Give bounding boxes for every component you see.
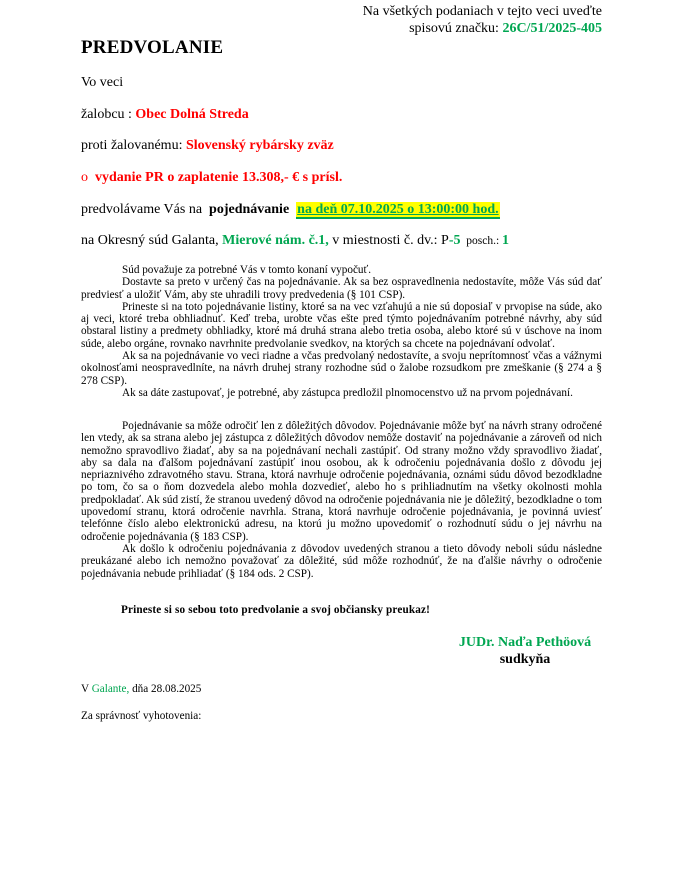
place-date — [81, 683, 201, 696]
paragraph: Prineste si na toto pojednávanie listiny, ktoré sa na vec vzťahujú a nie sú doposiaľ v prvopise na súde, ako aj veci, ktoré treba obhliadnuť. Keď treba, urobte včas ešte pred týmto pojednávaním potrebné návrhy, aby súd obstaral listiny a predmety obhliadky, ktoré má druhá strana alebo tretia osoba, alebo ktoré sú v úschove na inom súde, alebo orgáne, rovnako navrhnite predvolanie svedkov, na ktorých sa chcete na pojednávaní odvolať. — [81, 300, 602, 350]
issue-date: dňa 28.08.2025 — [129, 683, 202, 695]
subject-text: vydanie PR o zaplatenie 13.308,- € s prísl. — [95, 170, 343, 185]
plaintiff-name: Obec Dolná Streda — [135, 107, 249, 122]
court-address: Mierové nám. č.1, — [222, 233, 329, 248]
floor-label: posch.: — [460, 235, 503, 247]
hearing-date: na deň 07.10.2025 o 13:00:00 hod. — [297, 202, 499, 217]
defendant-name: Slovenský rybársky zväz — [185, 138, 334, 153]
case-number-notice — [340, 3, 602, 37]
paragraph: Ak sa dáte zastupovať, je potrebné, aby zástupca predložil plnomocenstvo už na prvom pojednávaní. — [122, 386, 573, 399]
room-label: v miestnosti č. dv.: P — [328, 233, 449, 248]
location-line — [81, 232, 509, 250]
judge-name: JUDr. Naďa Pethöová — [458, 635, 592, 650]
place-prefix: V — [81, 683, 92, 695]
signature-block — [430, 634, 620, 668]
defendant-line — [81, 137, 334, 154]
place-name: Galante, — [91, 683, 130, 695]
subject-line — [81, 169, 342, 186]
paragraph: Dostavte sa preto v určený čas na pojednávanie. Ak sa bez ospravedlnenia nedostavíte, môže Vás súd dať predviesť a uložiť Vám, aby ste uhradili trovy predvedenia (§ 101 CSP). — [81, 276, 602, 301]
correctness-label: Za správnosť vyhotovenia: — [81, 710, 202, 722]
plaintiff-line — [81, 106, 249, 123]
paragraph: Súd považuje za potrebné Vás v tomto konaní vypočuť. — [122, 264, 372, 276]
instructions-block-1 — [81, 264, 602, 399]
plaintiff-label: žalobcu : — [81, 107, 136, 122]
instructions-block-2 — [81, 420, 602, 580]
judge-role: sudkyňa — [499, 652, 551, 667]
bring-id-notice: Prineste si so sebou toto predvolanie a svoj občiansky preukaz! — [121, 604, 430, 616]
notice-prefix: spisovú značku: — [409, 21, 503, 36]
document-title: PREDVOLANIE — [81, 37, 224, 58]
paragraph: Ak došlo k odročeniu pojednávania z dôvodov uvedených stranou a tieto dôvody neboli súdu následne preukázané alebo ich nemožno považovať za dôležité, súd môže rozhodnúť, že na ďalšie návrhy o odročenie pojednávania nebude prihliadať (§ 184 ods. 2 CSP). — [81, 542, 602, 580]
room-number: -5 — [448, 233, 461, 248]
summons-line — [81, 201, 500, 218]
case-number: 26C/51/2025-405 — [502, 21, 602, 36]
notice-line-2 — [340, 20, 602, 37]
notice-line-1: Na všetkých podaniach v tejto veci uveďte — [362, 4, 602, 19]
defendant-label: proti žalovanému: — [81, 138, 186, 153]
paragraph: Ak sa na pojednávanie vo veci riadne a včas predvolaný nedostavíte, a svoju neprítomnosť včas a vážnymi okolnosťami neospravedlníte, na návrh druhej strany rozhodne súd o žalobe rozsudkom pre zmeškanie (§ 274 a § 278 CSP). — [81, 350, 602, 387]
paragraph: Pojednávanie sa môže odročiť len z dôležitých dôvodov. Pojednávanie môže byť na návrh strany odročené len vtedy, ak sa strana alebo jej zástupca z dôležitých dôvodov nemôže dostaviť na pojednávanie a zároveň od nich nemožno spravodlivo žiadať, aby sa na pojednávaní nechali zastúpiť. Od strany možno vždy spravodlivo žiadať, aby sa dala na ďalšom pojednávaní zastúpiť inou osobou, ak k odročeniu pojednávania došlo z dôvodu jej nepriaznivého zdravotného stavu. Strana, ktorá navrhuje odročenie pojednávania, oznámi súdu dôvod bezodkladne po tom, čo sa o ňom dozvedela alebo mohla dozvedieť, alebo ho s prihliadnutím na všetky okolnosti mohla predpokladať. Ak súd zistí, že stranou uvedený dôvod na odročenie pojednávania nie je dôležitý, bezodkladne o tom upovedomí stranu, ktorá odročenie navrhla. Strana, ktorá navrhuje odročenie pojednávania, je povinná uviesť telefónne číslo alebo elektronickú adresu, na ktorú ju možno upovedomiť o rozhodnutí súdu o jej návrhu na odročenie pojednávania (§ 183 CSP). — [81, 420, 602, 543]
summons-bold: pojednávanie — [209, 202, 290, 217]
vo-veci: Vo veci — [81, 75, 124, 90]
summons-prefix: predvolávame Vás na — [81, 202, 210, 217]
floor-number: 1 — [502, 233, 510, 248]
location-prefix: na Okresný súd Galanta, — [81, 233, 223, 248]
subject-prefix: o — [81, 170, 95, 185]
